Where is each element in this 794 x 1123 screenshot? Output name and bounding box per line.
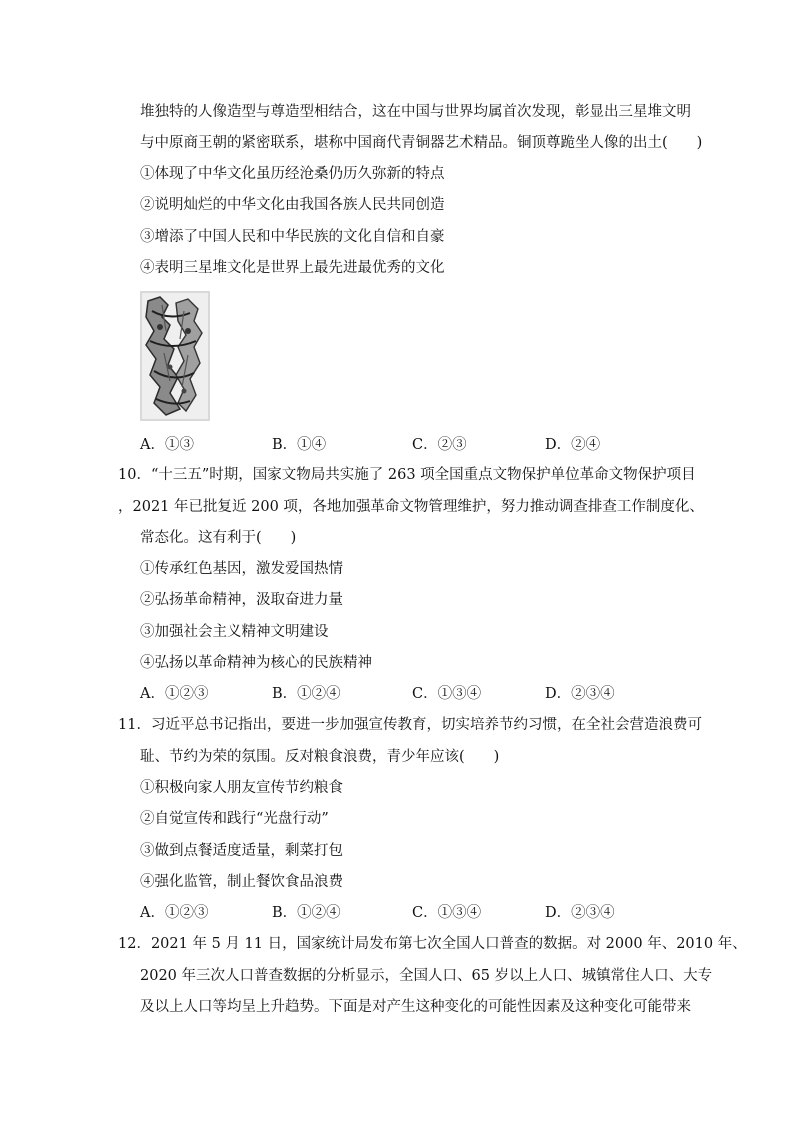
q9-option-b: B．①④ <box>272 437 327 453</box>
q12-stem-line-2: 2020 年三次人口普查数据的分析显示，全国人口、65 岁以上人口、城镇常住人口、大专 <box>140 968 713 984</box>
q9-statement-3: ③增添了中国人民和中华民族的文化自信和自豪 <box>140 229 445 245</box>
bronze-statue-photo <box>140 291 210 421</box>
q9-stem-line-1: 堆独特的人像造型与尊造型相结合，这在中国与世界均属首次发现，彰显出三星堆文明 <box>140 104 691 120</box>
q9-option-a: A．①③ <box>140 437 194 453</box>
q10-option-d: D．②③④ <box>545 686 615 702</box>
q11-option-b: B．①②④ <box>272 905 341 921</box>
q11-stem-line-2: 耻、节约为荣的氛围。反对粮食浪费，青少年应该( ) <box>140 749 500 765</box>
q11-stem-line-1: 11．习近平总书记指出，要进一步加强宣传教育，切实培养节约习惯，在全社会营造浪费可 <box>118 717 702 733</box>
q12-stem-line-3: 及以上人口等均呈上升趋势。下面是对产生这种变化的可能性因素及这种变化可能带来 <box>140 999 691 1015</box>
q10-option-b: B．①②④ <box>272 686 341 702</box>
q9-option-c: C．②③ <box>412 437 467 453</box>
q11-option-a: A．①②③ <box>140 905 209 921</box>
q11-statement-4: ④强化监管，制止餐饮食品浪费 <box>140 874 343 890</box>
q10-stem-line-2: ，2021 年已批复近 200 项，各地加强革命文物管理维护，努力推动调查排查工作制度化、 <box>118 499 704 515</box>
q10-option-c: C．①③④ <box>412 686 482 702</box>
q11-statement-3: ③做到点餐适度适量，剩菜打包 <box>140 843 343 859</box>
q10-option-a: A．①②③ <box>140 686 209 702</box>
q11-statement-1: ①积极向家人朋友宣传节约粮食 <box>140 780 343 796</box>
q9-statement-2: ②说明灿烂的中华文化由我国各族人民共同创造 <box>140 197 445 213</box>
q10-statement-2: ②弘扬革命精神，汲取奋进力量 <box>140 592 343 608</box>
q9-option-d: D．②④ <box>545 437 601 453</box>
q9-statement-4: ④表明三星堆文化是世界上最先进最优秀的文化 <box>140 260 445 276</box>
q11-option-d: D．②③④ <box>545 905 615 921</box>
q9-stem-line-2: 与中原商王朝的紧密联系，堪称中国商代青铜器艺术精品。铜顶尊跪坐人像的出土( ) <box>140 135 703 151</box>
q12-stem-line-1: 12．2021 年 5 月 11 日，国家统计局发布第七次全国人口普查的数据。对 2000 年、2010 年、 <box>118 936 747 952</box>
q10-stem-line-3: 常态化。这有利于( ) <box>140 530 297 546</box>
q10-statement-4: ④弘扬以革命精神为核心的民族精神 <box>140 655 372 671</box>
q10-stem-line-1: 10．“十三五”时期，国家文物局共实施了 263 项全国重点文物保护单位革命文物保护项目 <box>118 467 696 483</box>
q9-statement-1: ①体现了中华文化虽历经沧桑仍历久弥新的特点 <box>140 166 445 182</box>
q11-statement-2: ②自觉宣传和践行“光盘行动” <box>140 811 329 827</box>
q10-statement-3: ③加强社会主义精神文明建设 <box>140 624 329 640</box>
q10-statement-1: ①传承红色基因，激发爱国热情 <box>140 561 343 577</box>
q11-option-c: C．①③④ <box>412 905 482 921</box>
